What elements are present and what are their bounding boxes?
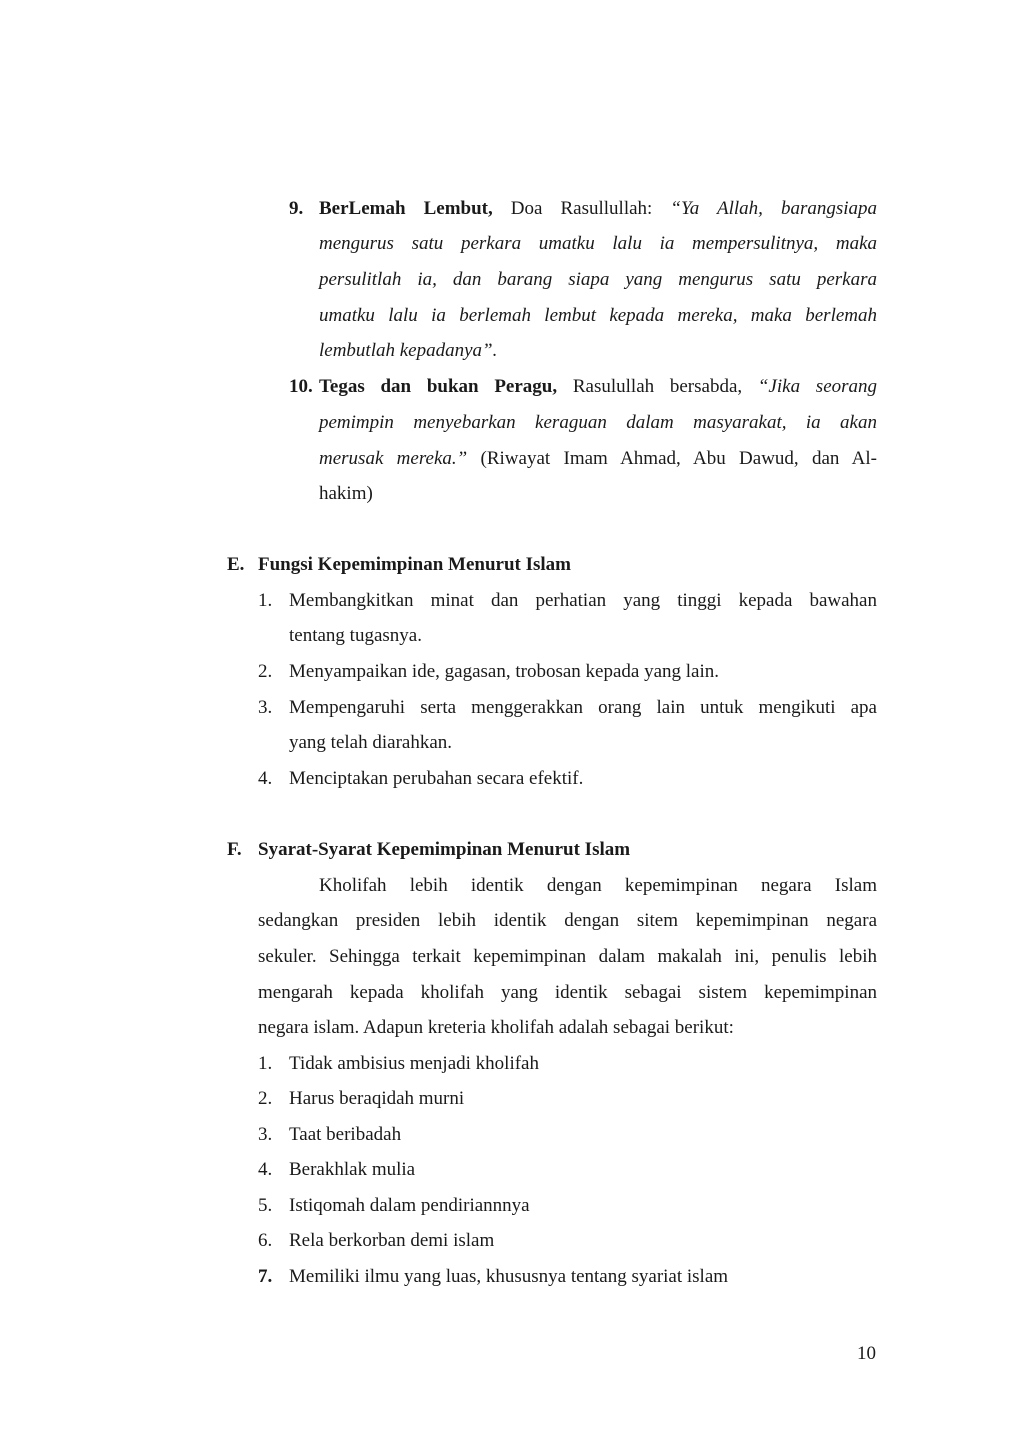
text-line [319, 484, 373, 503]
text-line: Membangkitkan minat dan perhatian yang tinggi kepada bawahan [289, 590, 877, 611]
list-number: 2. [258, 661, 273, 682]
text-line [319, 341, 497, 360]
text-line [319, 234, 877, 253]
quote-text: umatku lalu ia berlemah lembut kepada mereka, maka berlemah [319, 305, 877, 326]
list-number: 1. [258, 590, 273, 611]
list-number: 4. [258, 1159, 273, 1180]
text-line [319, 199, 877, 218]
quote-text: mengurus satu perkara umatku lalu ia mempersulitnya, maka [319, 233, 877, 254]
page-number: 10 [857, 1343, 876, 1364]
list-item-text: Tidak ambisius menjadi kholifah [289, 1053, 539, 1074]
list-number: 7. [258, 1266, 273, 1287]
list-item-text: Harus beraqidah murni [289, 1088, 465, 1109]
item-intro: Rasulullah bersabda, [572, 376, 743, 397]
quote-text: pemimpin menyebarkan keraguan dalam masyarakat, ia akan [319, 412, 877, 433]
section-letter: E. [227, 554, 245, 575]
list-item-text: Istiqomah dalam pendiriannnya [289, 1195, 530, 1216]
text-line [319, 449, 877, 468]
list-item-text: Memiliki ilmu yang luas, khususnya tentang syariat islam [289, 1266, 729, 1287]
quote-text: persulitlah ia, dan barang siapa yang mengurus satu perkara [319, 269, 877, 290]
paragraph-line: sedangkan presiden lebih identik dengan sitem kepemimpinan negara [258, 910, 877, 931]
quote-text: merusak mereka.” [319, 448, 468, 469]
text-line [319, 270, 877, 289]
text-line: Mempengaruhi serta menggerakkan orang lain untuk mengikuti apa [289, 697, 877, 718]
text-line [319, 306, 877, 325]
quote-text: lembutlah kepadanya”. [319, 340, 498, 361]
citation-text: (Riwayat Imam Ahmad, Abu Dawud, dan Al- [480, 448, 878, 469]
text-line: Menciptakan perubahan secara efektif. [289, 768, 584, 789]
list-number: 3. [258, 1124, 273, 1145]
section-title: Syarat-Syarat Kepemimpinan Menurut Islam [258, 839, 631, 860]
item-title: Tegas dan bukan Peragu, [319, 376, 558, 397]
list-item-text: Berakhlak mulia [289, 1159, 416, 1180]
text-line: yang telah diarahkan. [289, 732, 453, 753]
paragraph-line: negara islam. Adapun kreteria kholifah adalah sebagai berikut: [258, 1017, 734, 1038]
list-number: 3. [258, 697, 273, 718]
list-number: 5. [258, 1195, 273, 1216]
quote-text: “Ya Allah, barangsiapa [670, 198, 878, 219]
list-item-text: Rela berkorban demi islam [289, 1230, 495, 1251]
section-letter: F. [227, 839, 242, 860]
list-number: 4. [258, 768, 273, 789]
paragraph-line: Kholifah lebih identik dengan kepemimpinan negara Islam [319, 875, 877, 896]
item-intro: Doa Rasullullah: [510, 198, 653, 219]
section-title: Fungsi Kepemimpinan Menurut Islam [258, 554, 572, 575]
paragraph-line: sekuler. Sehingga terkait kepemimpinan dalam makalah ini, penulis lebih [258, 946, 877, 967]
text-line [319, 413, 877, 432]
paragraph-line: mengarah kepada kholifah yang identik sebagai sistem kepemimpinan [258, 982, 877, 1003]
list-number: 2. [258, 1088, 273, 1109]
citation-text: hakim) [319, 483, 373, 504]
item-title: BerLemah Lembut, [319, 198, 493, 219]
quote-text: “Jika seorang [757, 376, 878, 397]
list-number: 9. [289, 198, 304, 219]
list-number: 1. [258, 1053, 273, 1074]
list-item-text: Taat beribadah [289, 1124, 402, 1145]
list-number: 10. [289, 376, 313, 397]
text-line: tentang tugasnya. [289, 625, 422, 646]
list-number: 6. [258, 1230, 273, 1251]
text-line [319, 377, 877, 396]
text-line: Menyampaikan ide, gagasan, trobosan kepada yang lain. [289, 661, 719, 682]
